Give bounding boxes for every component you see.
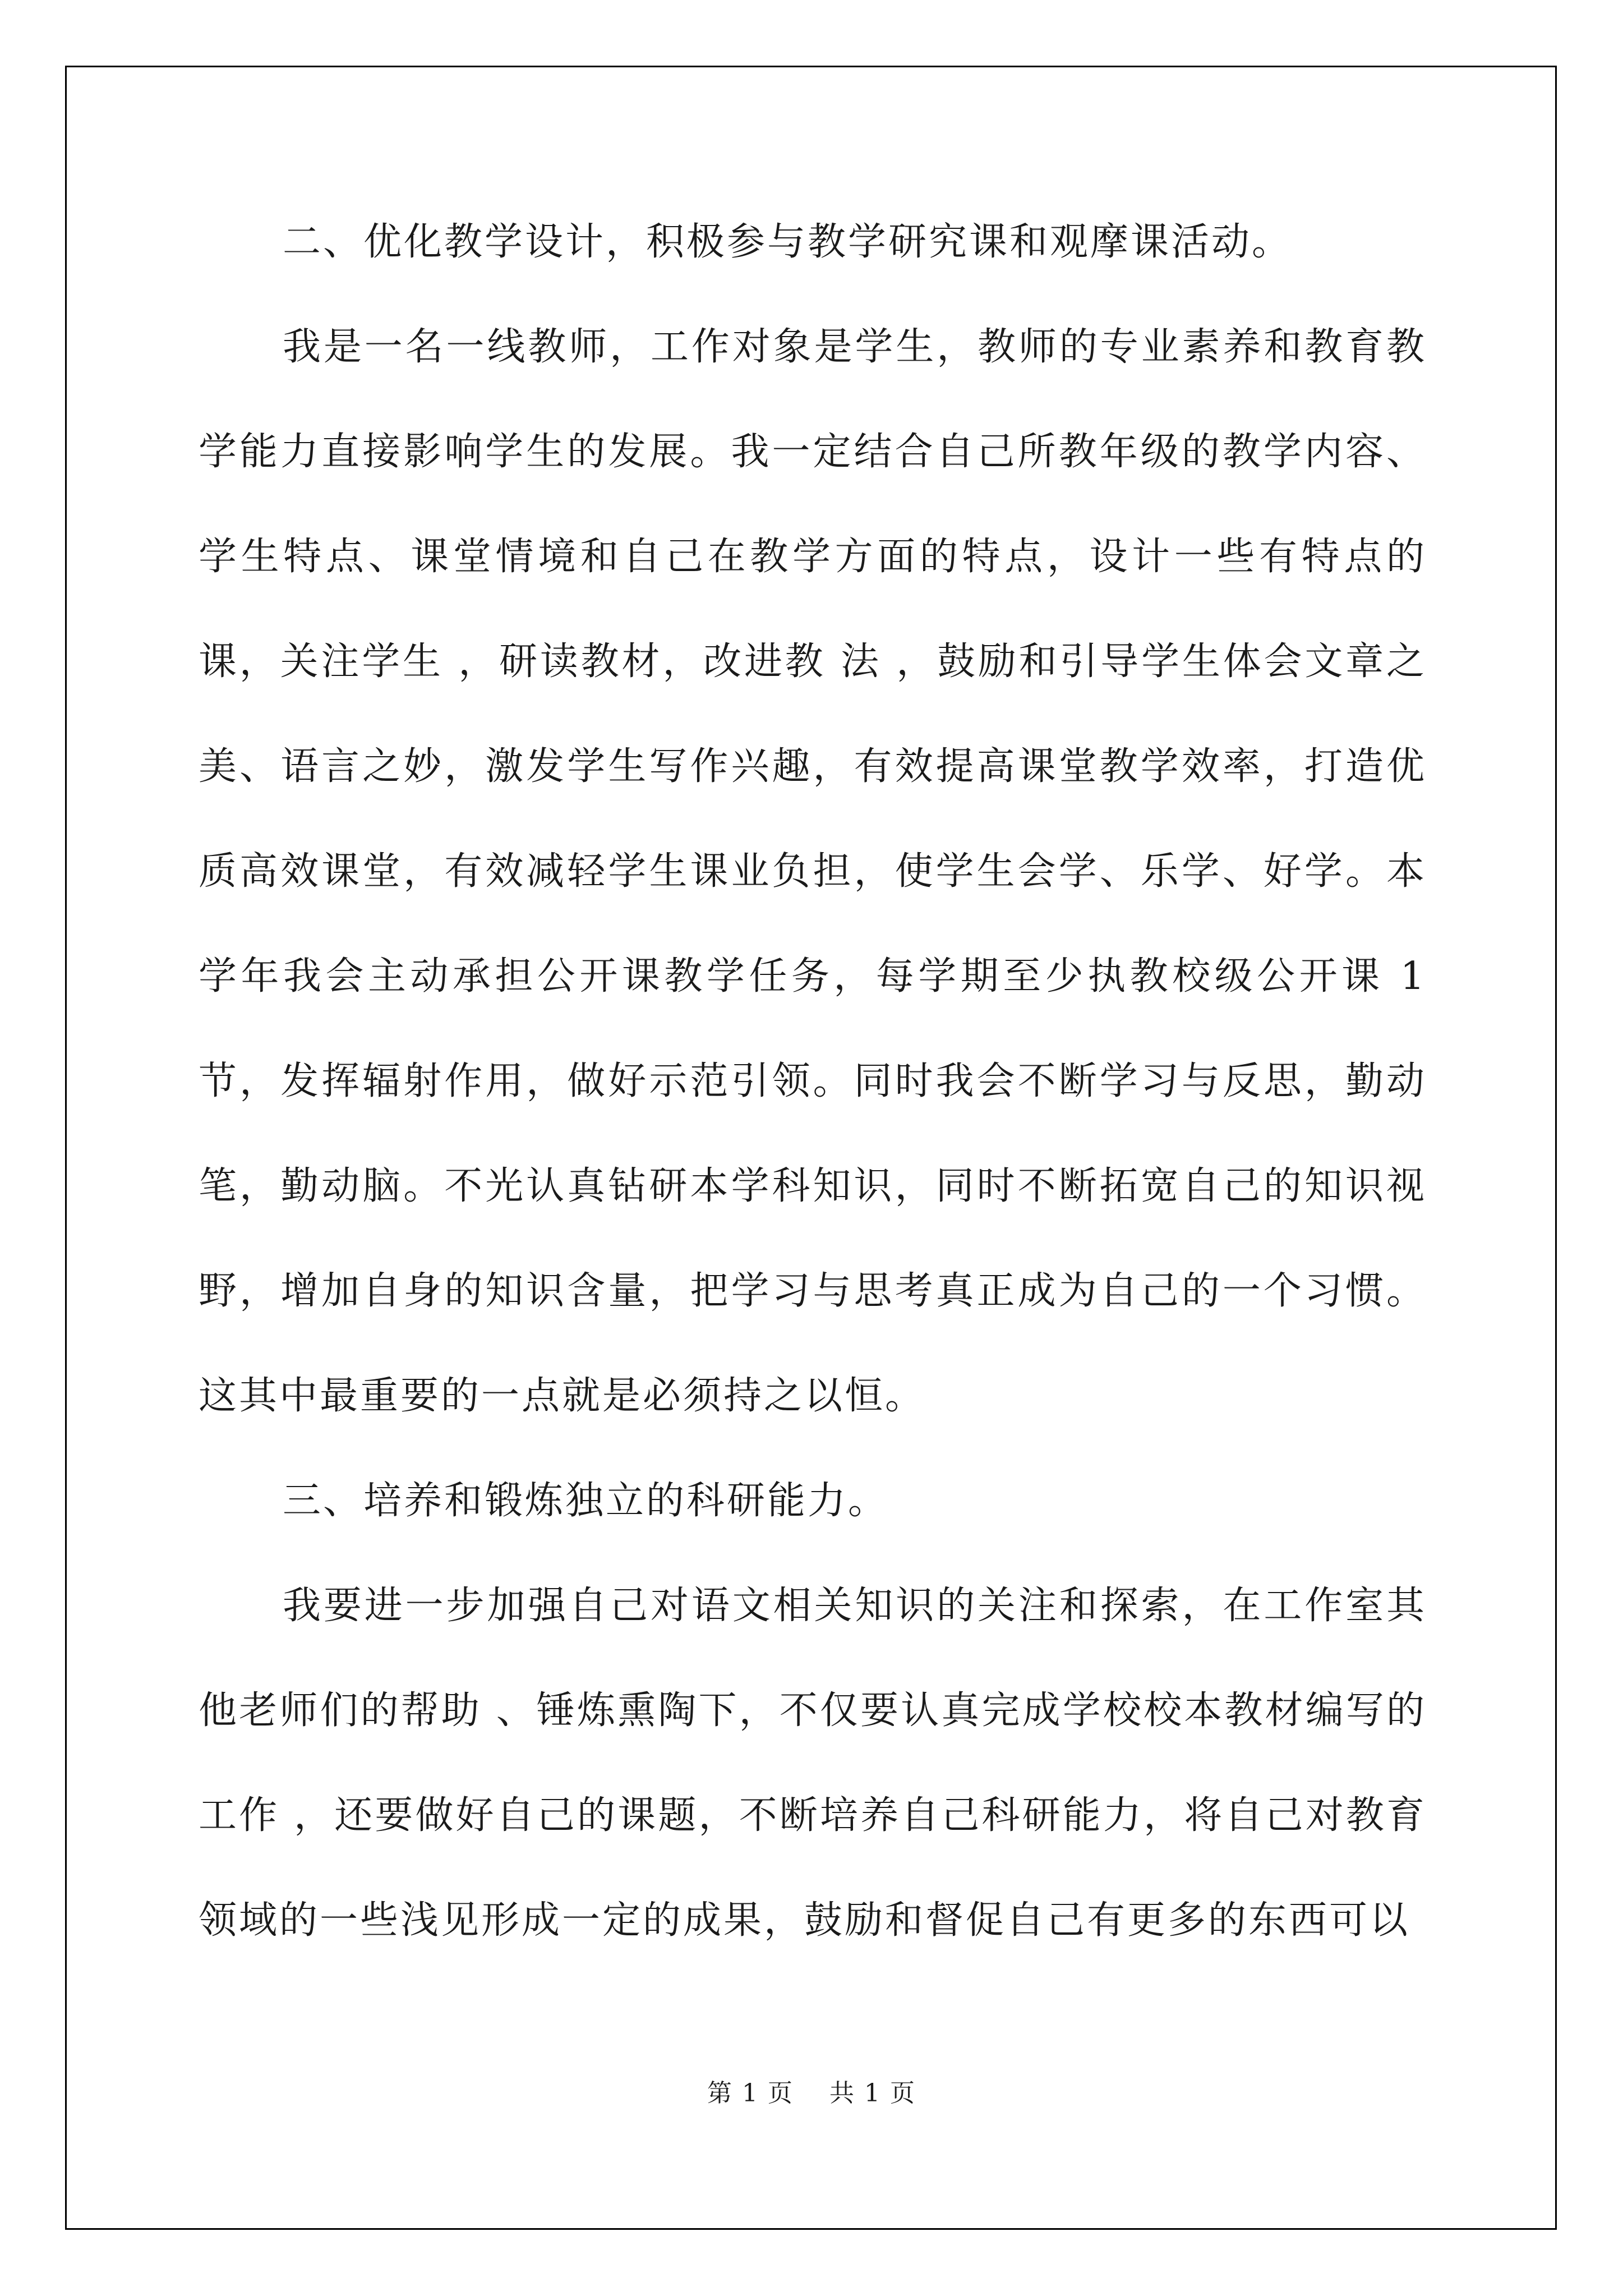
section-heading-2: 二、优化教学设计，积极参与教学研究课和观摩课活动。 <box>283 220 1293 264</box>
paragraph-teaching-design: 我是一名一线教师，工作对象是学生，教师的专业素养和教育教学能力直接影响学生的发展。我一定结合自己所教年级的教学内容、学生特点、课堂情境和自己在教学方面的特点，设计一些有特点的课，关注学生 ，研读教材，改进教 法 ，鼓励和引导学生体会文章之美、语言之妙，激发学生写作兴趣，有效提高课堂教学效率，打造优质高效课堂，有效减轻学生课业负担，使学生会学、乐学、好学。本学年我会主动承担公开课教学任务，每学期至少执教校级公开课 1 节，发挥辐射作用，做好示范引领。同时我会不断学习与反思，勤动笔，勤动脑。不光认真钻研本学科知识，同时不断拓宽自己的知识视野，增加自身的知识含量，把学习与思考真正成为自己的一个习惯。这其中最重要的一点就是必须持之以恒。 <box>199 325 1427 1418</box>
page-total: 共 1 页 <box>829 2079 916 2108</box>
paragraph-research-ability: 我要进一步加强自己对语文相关知识的关注和探索，在工作室其他老师们的帮助 、锤炼熏陶下，不仅要认真完成学校校本教材编写的工作 ，还要做好自己的课题，不断培养自己科研能力，将自己对教育领域的一些浅见形成一定的成果，鼓励和督促自己有更多的东西可以 <box>199 1584 1427 1943</box>
page-footer <box>0 2073 1623 2109</box>
section-heading-3: 三、培养和锻炼独立的科研能力。 <box>283 1479 889 1523</box>
document-body <box>199 190 1427 1973</box>
page-number: 第 1 页 <box>707 2079 794 2108</box>
